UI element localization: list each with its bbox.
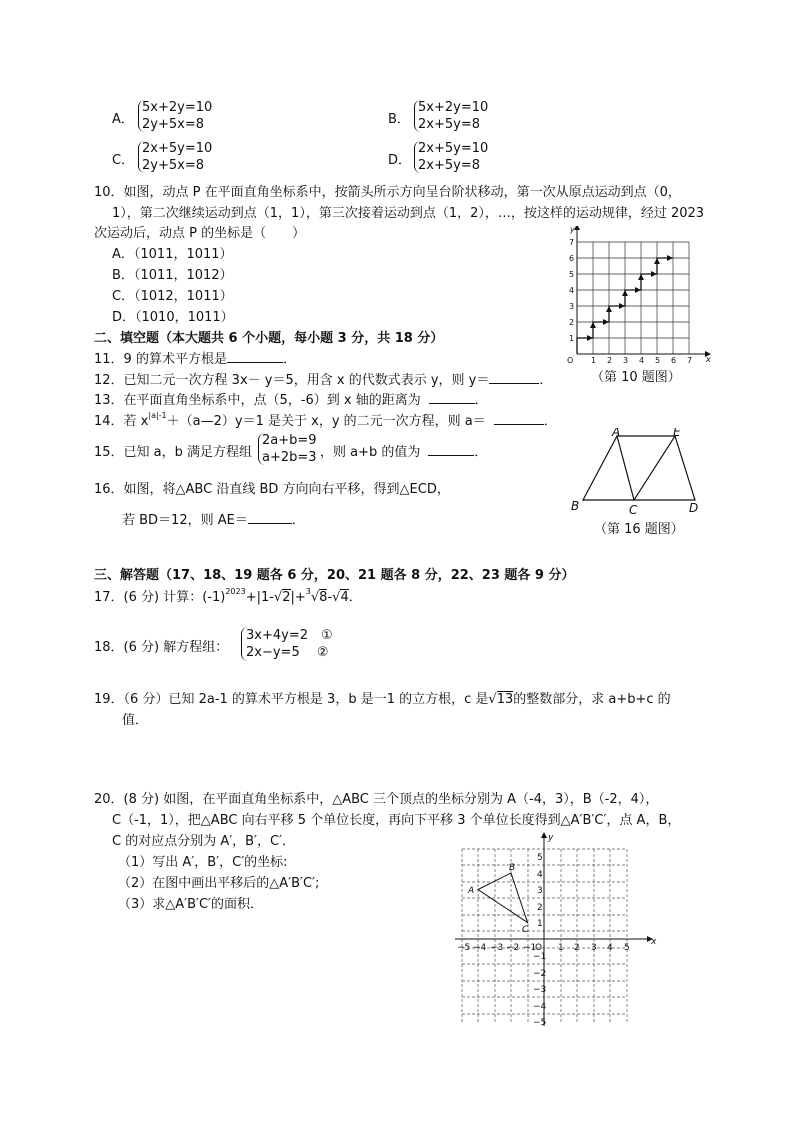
q15-text-b: ，则 a+b 的值为 [320,445,421,460]
q17-text-c: |+ [290,590,306,605]
q20-subq-2: （2）在图中画出平移后的△A′B′C′; [118,876,320,891]
q10-ytick: 5 [569,270,575,279]
q20-xtick-pos: 3 [591,943,597,953]
q20-xtick-pos: 5 [624,943,630,953]
q9-d-label: D． [388,153,412,168]
q20-ytick-pos: 4 [537,870,543,880]
q17-text-a: 17．(6 分) 计算：(-1) [94,590,226,605]
q10-ytick: 2 [569,318,575,327]
q20-ytick-neg: −3 [533,985,547,995]
q18-text: 18．(6 分) 解方程组： [94,640,229,655]
q17-end: ． [348,590,362,605]
q19-line2: 值． [122,713,149,728]
q17-root-index: 3 [305,587,311,596]
q17-exponent: 2023 [225,587,246,596]
q20-subq-3: （3）求△A′B′C′的面积． [118,897,264,912]
q20-xtick-neg: −4 [473,943,487,953]
q14 [94,410,557,429]
q9-c-eq2: 2y+5x=8 [142,158,204,173]
q10-ytick: 3 [569,302,575,311]
q17-radicand-8: 8 [319,590,328,605]
q10-xtick: 4 [639,356,645,365]
q16-line2 [122,509,305,528]
section-2-heading: 二、填空题（本大题共 6 个小题，每小题 3 分，共 18 分） [94,331,444,346]
q10-xtick: 7 [687,356,693,365]
q20-origin-label: O [535,943,543,953]
q10-y-axis-label: y [570,226,575,234]
q20-xtick-neg: −3 [490,943,504,953]
q20-ytick-neg: −5 [533,1018,547,1028]
q10-option-b: B．（1011，1012） [112,268,233,283]
q15-eq2: a+2b=3 [262,450,317,465]
q10-line3: 次运动后，动点 P 的坐标是（ ） [94,226,306,241]
q9-b-eq2: 2x+5y=8 [418,117,480,132]
q18-eq2: 2x−y=5 ② [246,645,329,660]
q20-xtick-neg: −2 [506,943,520,953]
q13-end: ． [474,393,488,408]
q16-line1: 16．如图，将△ABC 沿直线 BD 方向向右平移，得到△ECD， [94,482,450,497]
q20-line2: C（-1，1），把△ABC 向右平移 5 个单位长度，再向下平移 3 个单位长度得到△A′B′C′，点 A，B， [112,813,681,828]
q9-a-eq2: 2y+5x=8 [142,117,204,132]
q11-text: 11．9 的算术平方根是 [94,352,227,367]
q17-radicand-4: 4 [340,590,349,605]
q16-text: 若 BD＝12，则 AE＝ [122,513,248,528]
q20-line1: 20．(8 分) 如图，在平面直角坐标系中，△ABC 三个顶点的坐标分别为 A（-4，3），B（-2，4）， [94,792,659,807]
q14-text-b: ＋（a—2）y＝1 是关于 x，y 的二元一次方程，则 a＝ [166,414,486,429]
q11: 11．9 的算术平方根是 ． [94,352,296,367]
q20-ytick-neg: −1 [533,952,547,962]
q18-eq1: 3x+4y=2 ① [246,628,333,643]
q15-end: ． [474,445,488,460]
q19-radicand: 13 [496,692,514,707]
q20-subq-1: （1）写出 A′，B′，C′的坐标: [118,855,288,870]
q20-xtick-neg: −5 [457,943,471,953]
q10-ytick: 7 [569,238,575,247]
q13 [94,389,488,408]
q9-b-eq1: 5x+2y=10 [418,100,489,115]
q17-text-b: +|1- [245,590,274,605]
q20-ytick-pos: 3 [537,886,543,896]
q20-line3: C 的对应点分别为 A′，B′，C′． [112,834,296,849]
q10-grid-figure [565,226,715,366]
q10-ytick: 4 [569,286,575,295]
q17: 17．(6 分) 计算：$(-1)^{2023}+|1-√2|+^3√8-√4$． [94,587,362,605]
q20-ytick-pos: 1 [537,919,543,929]
q16-translation-figure [565,428,705,516]
q17-text-d: - [327,590,333,605]
q20-point-c-label: C [522,925,529,935]
q16-end: ． [291,513,305,528]
q15-text-a: 15．已知 a，b 满足方程组 [94,445,253,460]
q10-option-c: C．（1012，1011） [112,289,233,304]
q10-option-a: A．（1011，1011） [112,247,233,262]
q12-end: ． [539,373,553,388]
q20-xtick-pos: 1 [558,943,564,953]
q16-label-d: D [689,501,699,515]
q20-point-a-label: A [468,886,475,896]
q10-ytick: 1 [569,334,575,343]
q9-b-label: B． [388,112,410,127]
q9-d-eq1: 2x+5y=10 [418,141,489,156]
q19-text-b: 的整数部分，求 a+b+c 的 [513,692,671,707]
q20-ytick-pos: 5 [537,853,543,863]
q20-ytick-pos: 2 [537,903,543,913]
q10-xtick: 6 [671,356,677,365]
q10-xtick: 3 [623,356,629,365]
q12 [94,369,552,388]
q16-label-c: C [629,503,638,516]
q10-x-axis-label: x [706,355,711,364]
q14-exponent: |a|-1 [148,411,167,420]
q9-c-label: C． [112,153,135,168]
q20-x-axis-label: x [651,937,657,947]
q14-end: ． [543,414,557,429]
q20-xtick-neg: −1 [523,943,537,953]
q13-text: 13．在平面直角坐标系中，点（5，-6）到 x 轴的距离为 [94,393,421,408]
q19-line1: 19．（6 分）已知 2a-1 的算术平方根是 3，b 是一1 的立方根，c 是√13的整数部分，求 a+b+c 的 [94,692,671,707]
q10-xtick: 5 [655,356,661,365]
q20-coordinate-grid [455,832,665,1028]
q20-xtick-pos: 4 [607,943,613,953]
section-3-heading: 三、解答题（17、18、19 题各 6 分，20、21 题各 8 分，22、23 题各 9 分） [94,568,575,583]
q20-point-b-label: B [509,863,516,873]
q16-caption: （第 16 题图） [594,522,684,537]
q16-label-a: A [612,428,621,439]
q12-text: 12．已知二元一次方程 3x－ y＝5，用含 x 的代数式表示 y，则 y＝ [94,373,490,388]
q10-line2: 1），第二次继续运动到点（1，1），第三次接着运动到点（1，2），…，按这样的运动规律，经过 2023 [112,206,705,221]
q10-xtick: 1 [591,356,597,365]
q9-c-eq1: 2x+5y=10 [142,141,213,156]
q15-eq1: 2a+b=9 [262,433,317,448]
q10-ytick: 6 [569,254,575,263]
q20-xtick-pos: 2 [574,943,580,953]
q10-xtick: 2 [607,356,613,365]
q10-line1: 10．如图，动点 P 在平面直角坐标系中，按箭头所示方向呈台阶状移动，第一次从原点运动到点（0， [94,185,681,200]
q16-label-b: B [571,499,580,513]
q9-a-label: A． [112,112,134,127]
q9-a-eq1: 5x+2y=10 [142,100,213,115]
q10-option-d: D．（1010，1011） [112,310,234,325]
q10-arrowheads [587,255,673,341]
q20-ytick-neg: −4 [533,1002,547,1012]
q16-label-e: E [673,428,681,439]
q20-ytick-neg: −2 [533,969,547,979]
q14-text-a: 14．若 x [94,414,149,429]
q19-text-a: 19．（6 分）已知 2a-1 的算术平方根是 3，b 是一1 的立方根，c 是 [94,692,489,707]
q9-d-eq2: 2x+5y=8 [418,158,480,173]
q20-y-axis-label: y [548,833,554,843]
q10-caption: （第 10 题图） [591,370,681,385]
q17-radicand-2: 2 [282,590,291,605]
q10-origin-label: O [567,356,574,365]
